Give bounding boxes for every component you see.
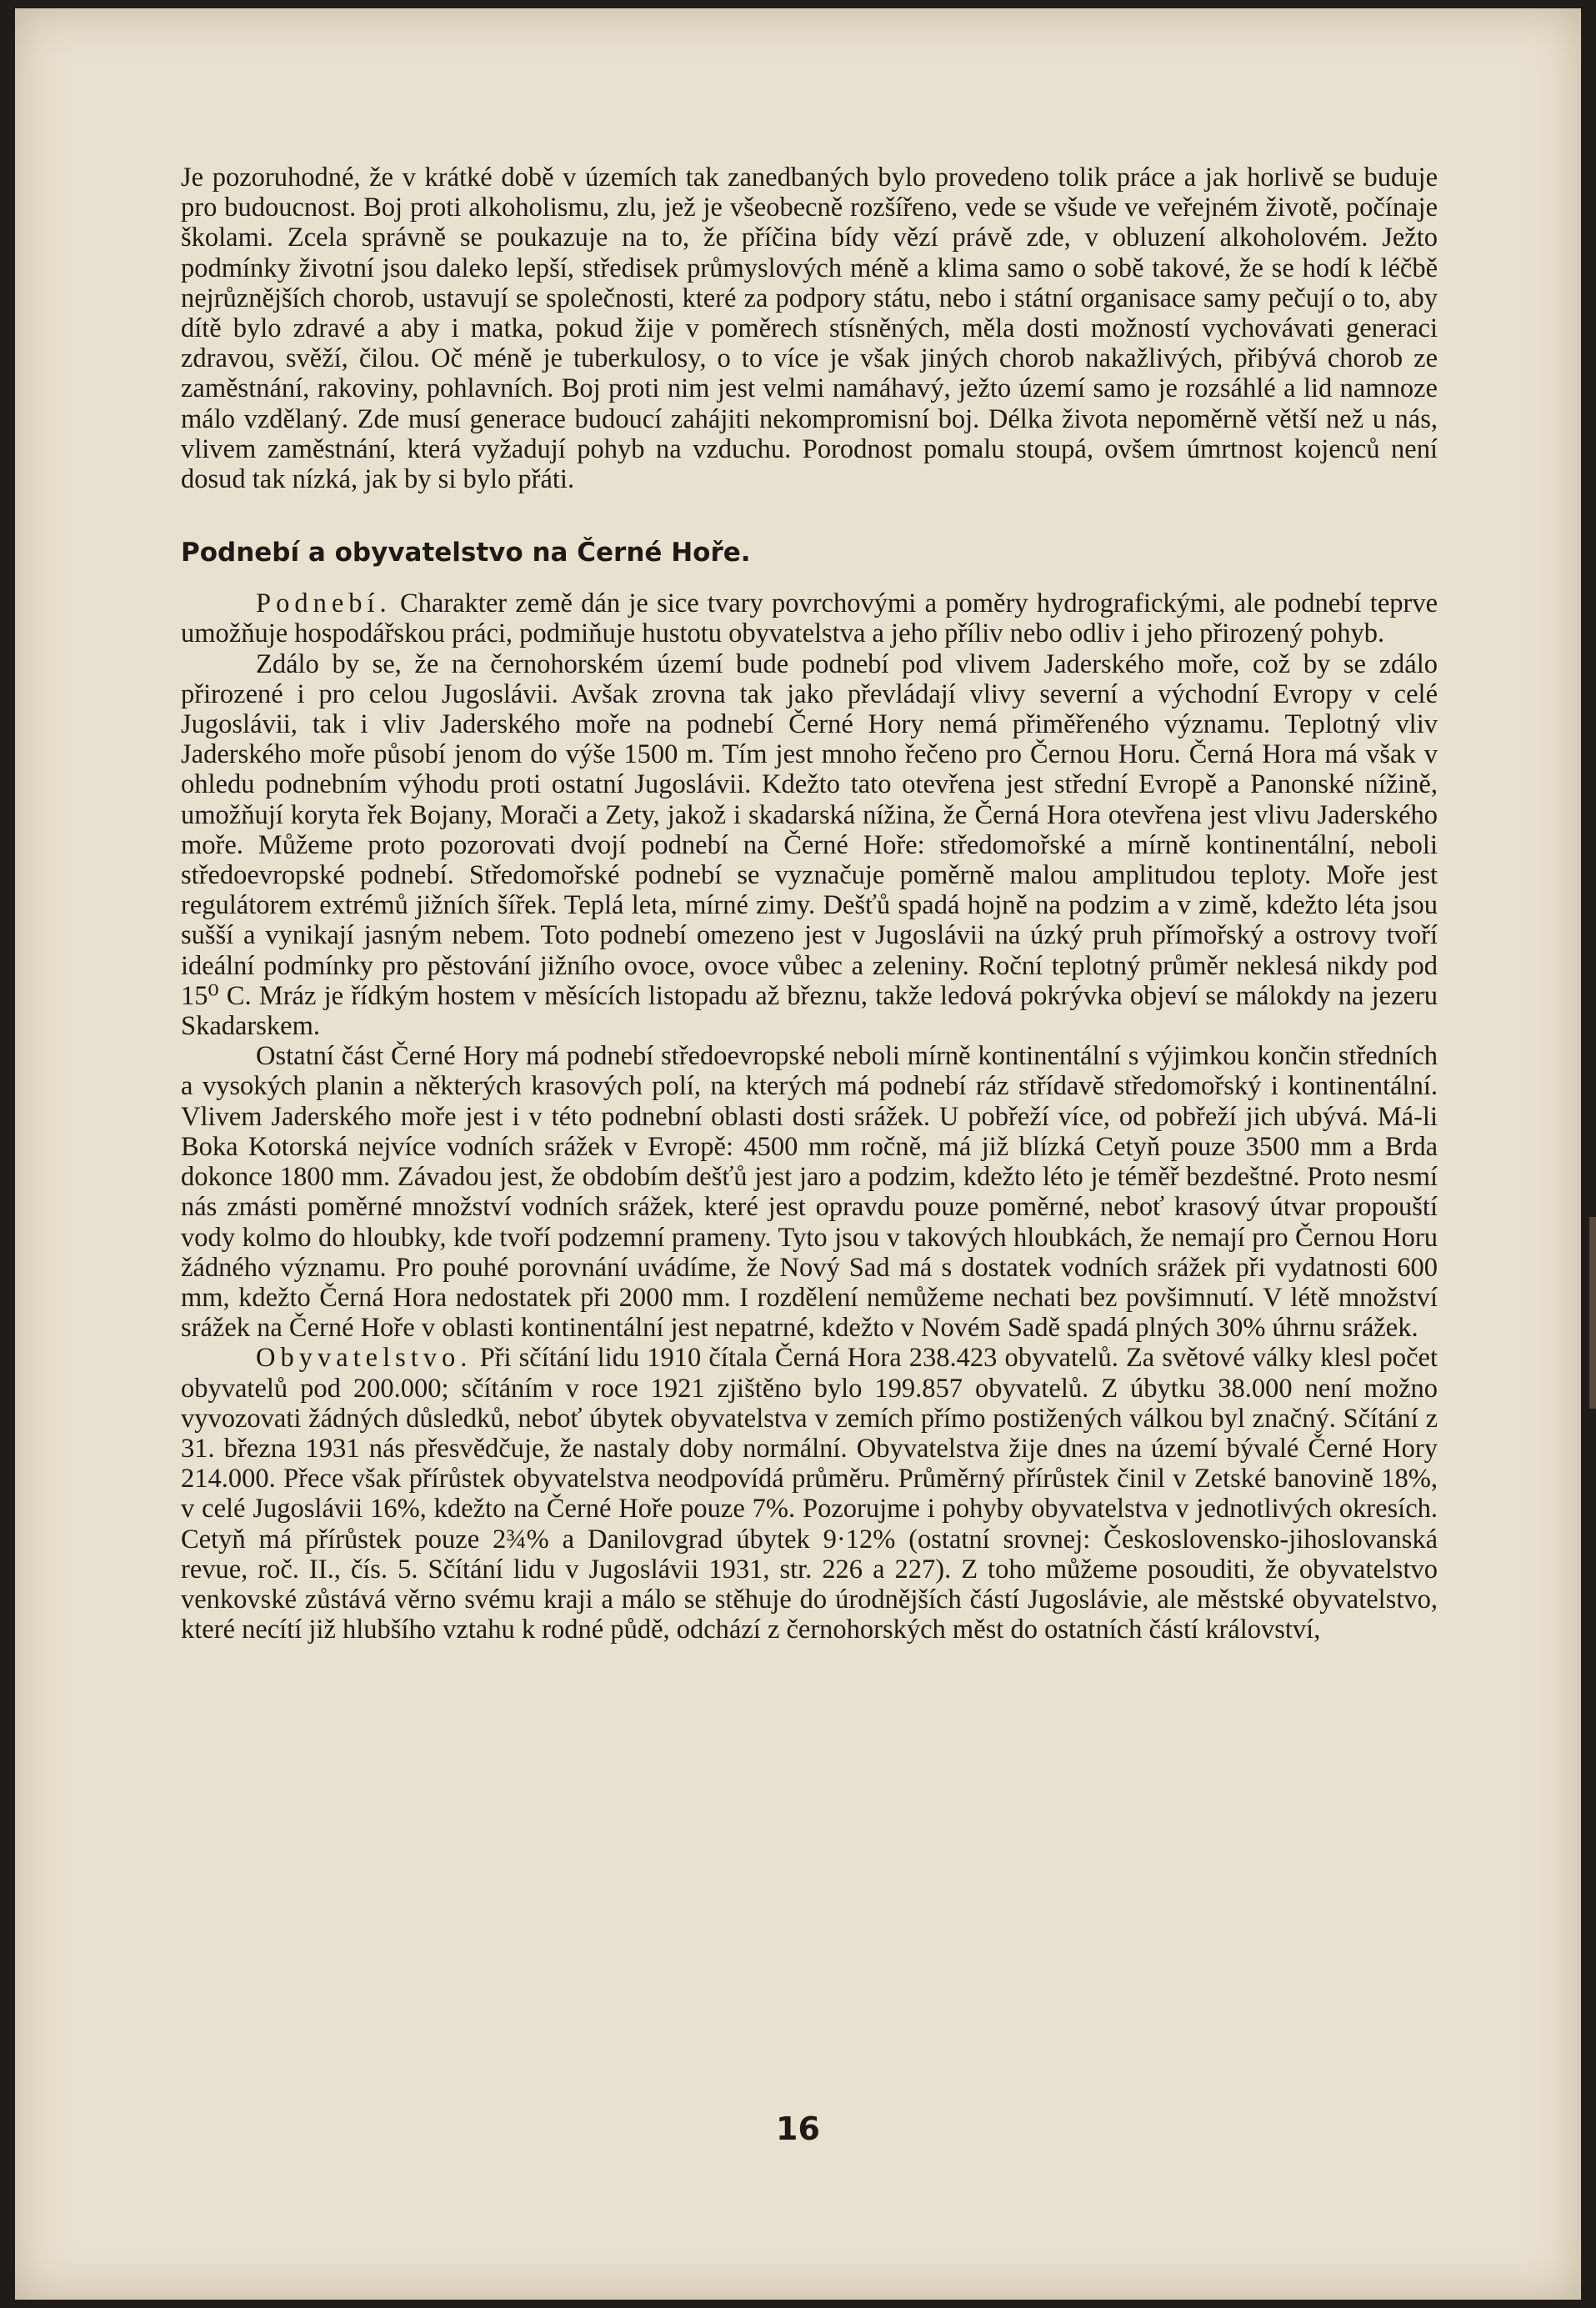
intro-paragraph: Je pozoruhodné, že v krátké době v územích tak zanedbaných bylo provedeno tolik práce a jak horlivě se buduje pro budoucnost. Boj proti alkoholismu, zlu, jež je všeobecně rozšířeno, vede se všude ve veřejném životě, počínaje školami. Zcela správně se poukazuje na to, že příčina bídy vězí právě zde, v obluzení alkoholovém. Ježto podmínky životní jsou daleko lepší, středisek průmyslových méně a klima samo o sobě takové, že se hodí k léčbě nejrůznějších chorob, ustavují se společnosti, které za podpory státu, nebo i státní organisace samy pečují o to, aby dítě bylo zdravé a aby i matka, pokud žije v poměrech stísněných, měla dosti možností vychovávati generaci zdravou, svěží, čilou. Oč méně je tuberkulosy, o to více je však jiných chorob nakažlivých, přibývá chorob ze zaměstnání, rakoviny, pohlavních. Boj proti nim jest velmi namáhavý, ježto území samo je rozsáhlé a lid namnoze málo vzdělaný. Zde musí generace budoucí zahájiti nekompromisní boj. Délka života nepoměrně větší než u nás, vlivem zaměstnání, která vyžadují pohyb na vzduchu. Porodnost pomalu stoupá, ovšem úmrtnost kojenců není dosud tak nízká, jak by si bylo přáti.	[181, 163, 1438, 495]
climate-paragraph-1-text: Charakter země dán je sice tvary povrchovými a poměry hydrografickými, ale podnebí teprve umožňuje hospodářskou práci, podmiňuje hustotu obyvatelstva a jeho příliv nebo odliv i jeho přirozený pohyb.	[181, 588, 1438, 649]
climate-label: Podnebí.	[256, 588, 392, 619]
page-number: 16	[776, 2110, 820, 2147]
climate-paragraph-1	[181, 588, 1438, 648]
document-page	[15, 8, 1581, 2300]
population-label: Obyvatelstvo.	[256, 1343, 473, 1374]
body-text	[181, 163, 1438, 1645]
population-paragraph-text: Při sčítání lidu 1910 čítala Černá Hora 238.423 obyvatelů. Za světové války klesl počet obyvatelů pod 200.000; sčítáním v roce 1921 zjištěno bylo 199.857 obyvatelů. Z úbytku 38.000 není možno vyvozovati žádných důsledků, neboť úbytek obyvatelstva v zemích přímo postižených válkou byl značný. Sčítání z 31. března 1931 nás přesvědčuje, že nastaly doby normální. Obyvatelstva žije dnes na území bývalé Černé Hory 214.000. Přece však přírůstek obyvatelstva neodpovídá průměru. Průměrný přírůstek činil v Zetské banovině 18%, v celé Jugoslávii 16%, kdežto na Černé Hoře pouze 7%. Pozorujme i pohyby obyvatelstva v jednotlivých okresích. Cetyň má přírůstek pouze 2¾% a Danilovgrad úbytek 9·12% (ostatní srovnej: Československo-jihoslovanská revue, roč. II., čís. 5. Sčítání lidu v Jugoslávii 1931, str. 226 a 227). Z toho můžeme posouditi, že obyvatelstvo venkovské zůstává věrno svému kraji a málo se stěhuje do úrodnějších částí Jugoslávie, ale městské obyvatelstvo, které necítí již hlubšího vztahu k rodné půdě, odchází z černohorských měst do ostatních částí království,	[181, 1343, 1438, 1645]
section-heading: Podnebí a obyvatelstvo na Černé Hoře.	[181, 538, 751, 568]
climate-paragraph-2: Zdálo by se, že na černohorském území bude podnebí pod vlivem Jaderského moře, což by se zdálo přirozené i pro celou Jugoslávii. Avšak zrovna tak jako převládají vlivy severní a východní Evropy v celé Jugoslávii, tak i vliv Jaderského moře na podnebí Černé Hory nemá přiměřeného významu. Teplotný vliv Jaderského moře působí jenom do výše 1500 m. Tím jest mnoho řečeno pro Černou Horu. Černá Hora má však v ohledu podnebním výhodu proti ostatní Jugoslávii. Kdežto tato otevřena jest střední Evropě a Panonské nížině, umožňují koryta řek Bojany, Morači a Zety, jakož i skadarská nížina, že Černá Hora otevřena jest vlivu Jaderského moře. Můžeme proto pozorovati dvojí podnebí na Černé Hoře: středomořské a mírně kontinentální, neboli středoevropské podnebí. Středomořské podnebí se vyznačuje poměrně malou amplitudou teploty. Moře jest regulátorem extrémů jižních šířek. Teplá leta, mírné zimy. Dešťů spadá hojně na podzim a v zimě, kdežto léta jsou sušší a vynikají jasným nebem. Toto podnebí omezeno jest v Jugoslávii na úzký pruh přímořský a ostrovy tvoří ideální podmínky pro pěstování jižního ovoce, ovoce vůbec a zeleniny. Roční teplotný průměr neklesá nikdy pod 15⁰ C. Mráz je řídkým hostem v měsících listopadu až březnu, takže ledová pokrývka objeví se málokdy na jezeru Skadarskem.	[181, 648, 1438, 1042]
scan-edge-mark	[1589, 1217, 1596, 1409]
population-paragraph	[181, 1343, 1438, 1645]
climate-paragraph-3: Ostatní část Černé Hory má podnebí středoevropské neboli mírně kontinentální s výjimkou končin středních a vysokých planin a některých krasových polí, na kterých má podnebí ráz střídavě středomořský i kontinentální. Vlivem Jaderského moře jest i v této podnební oblasti dosti srážek. U pobřeží více, od pobřeží jich ubývá. Má-li Boka Kotorská nejvíce vodních srážek v Evropě: 4500 mm ročně, má již blízká Cetyň pouze 3500 mm a Brda dokonce 1800 mm. Závadou jest, že obdobím dešťů jest jaro a podzim, kdežto léto je téměř bezdeštné. Proto nesmí nás zmásti poměrné množství vodních srážek, které jest opravdu pouze poměrné, neboť krasový útvar propouští vody kolmo do hloubky, kde tvoří podzemní prameny. Tyto jsou v takových hloubkách, že nemají pro Černou Horu žádného významu. Pro pouhé porovnání uvádíme, že Nový Sad má s dostatek vodních srážek při vydatnosti 600 mm, kdežto Černá Hora nedostatek při 2000 mm. I rozdělení nemůžeme nechati bez povšimnutí. V létě množství srážek na Černé Hoře v oblasti kontinentální jest nepatrné, kdežto v Novém Sadě spadá plných 30% úhrnu srážek.	[181, 1041, 1438, 1344]
